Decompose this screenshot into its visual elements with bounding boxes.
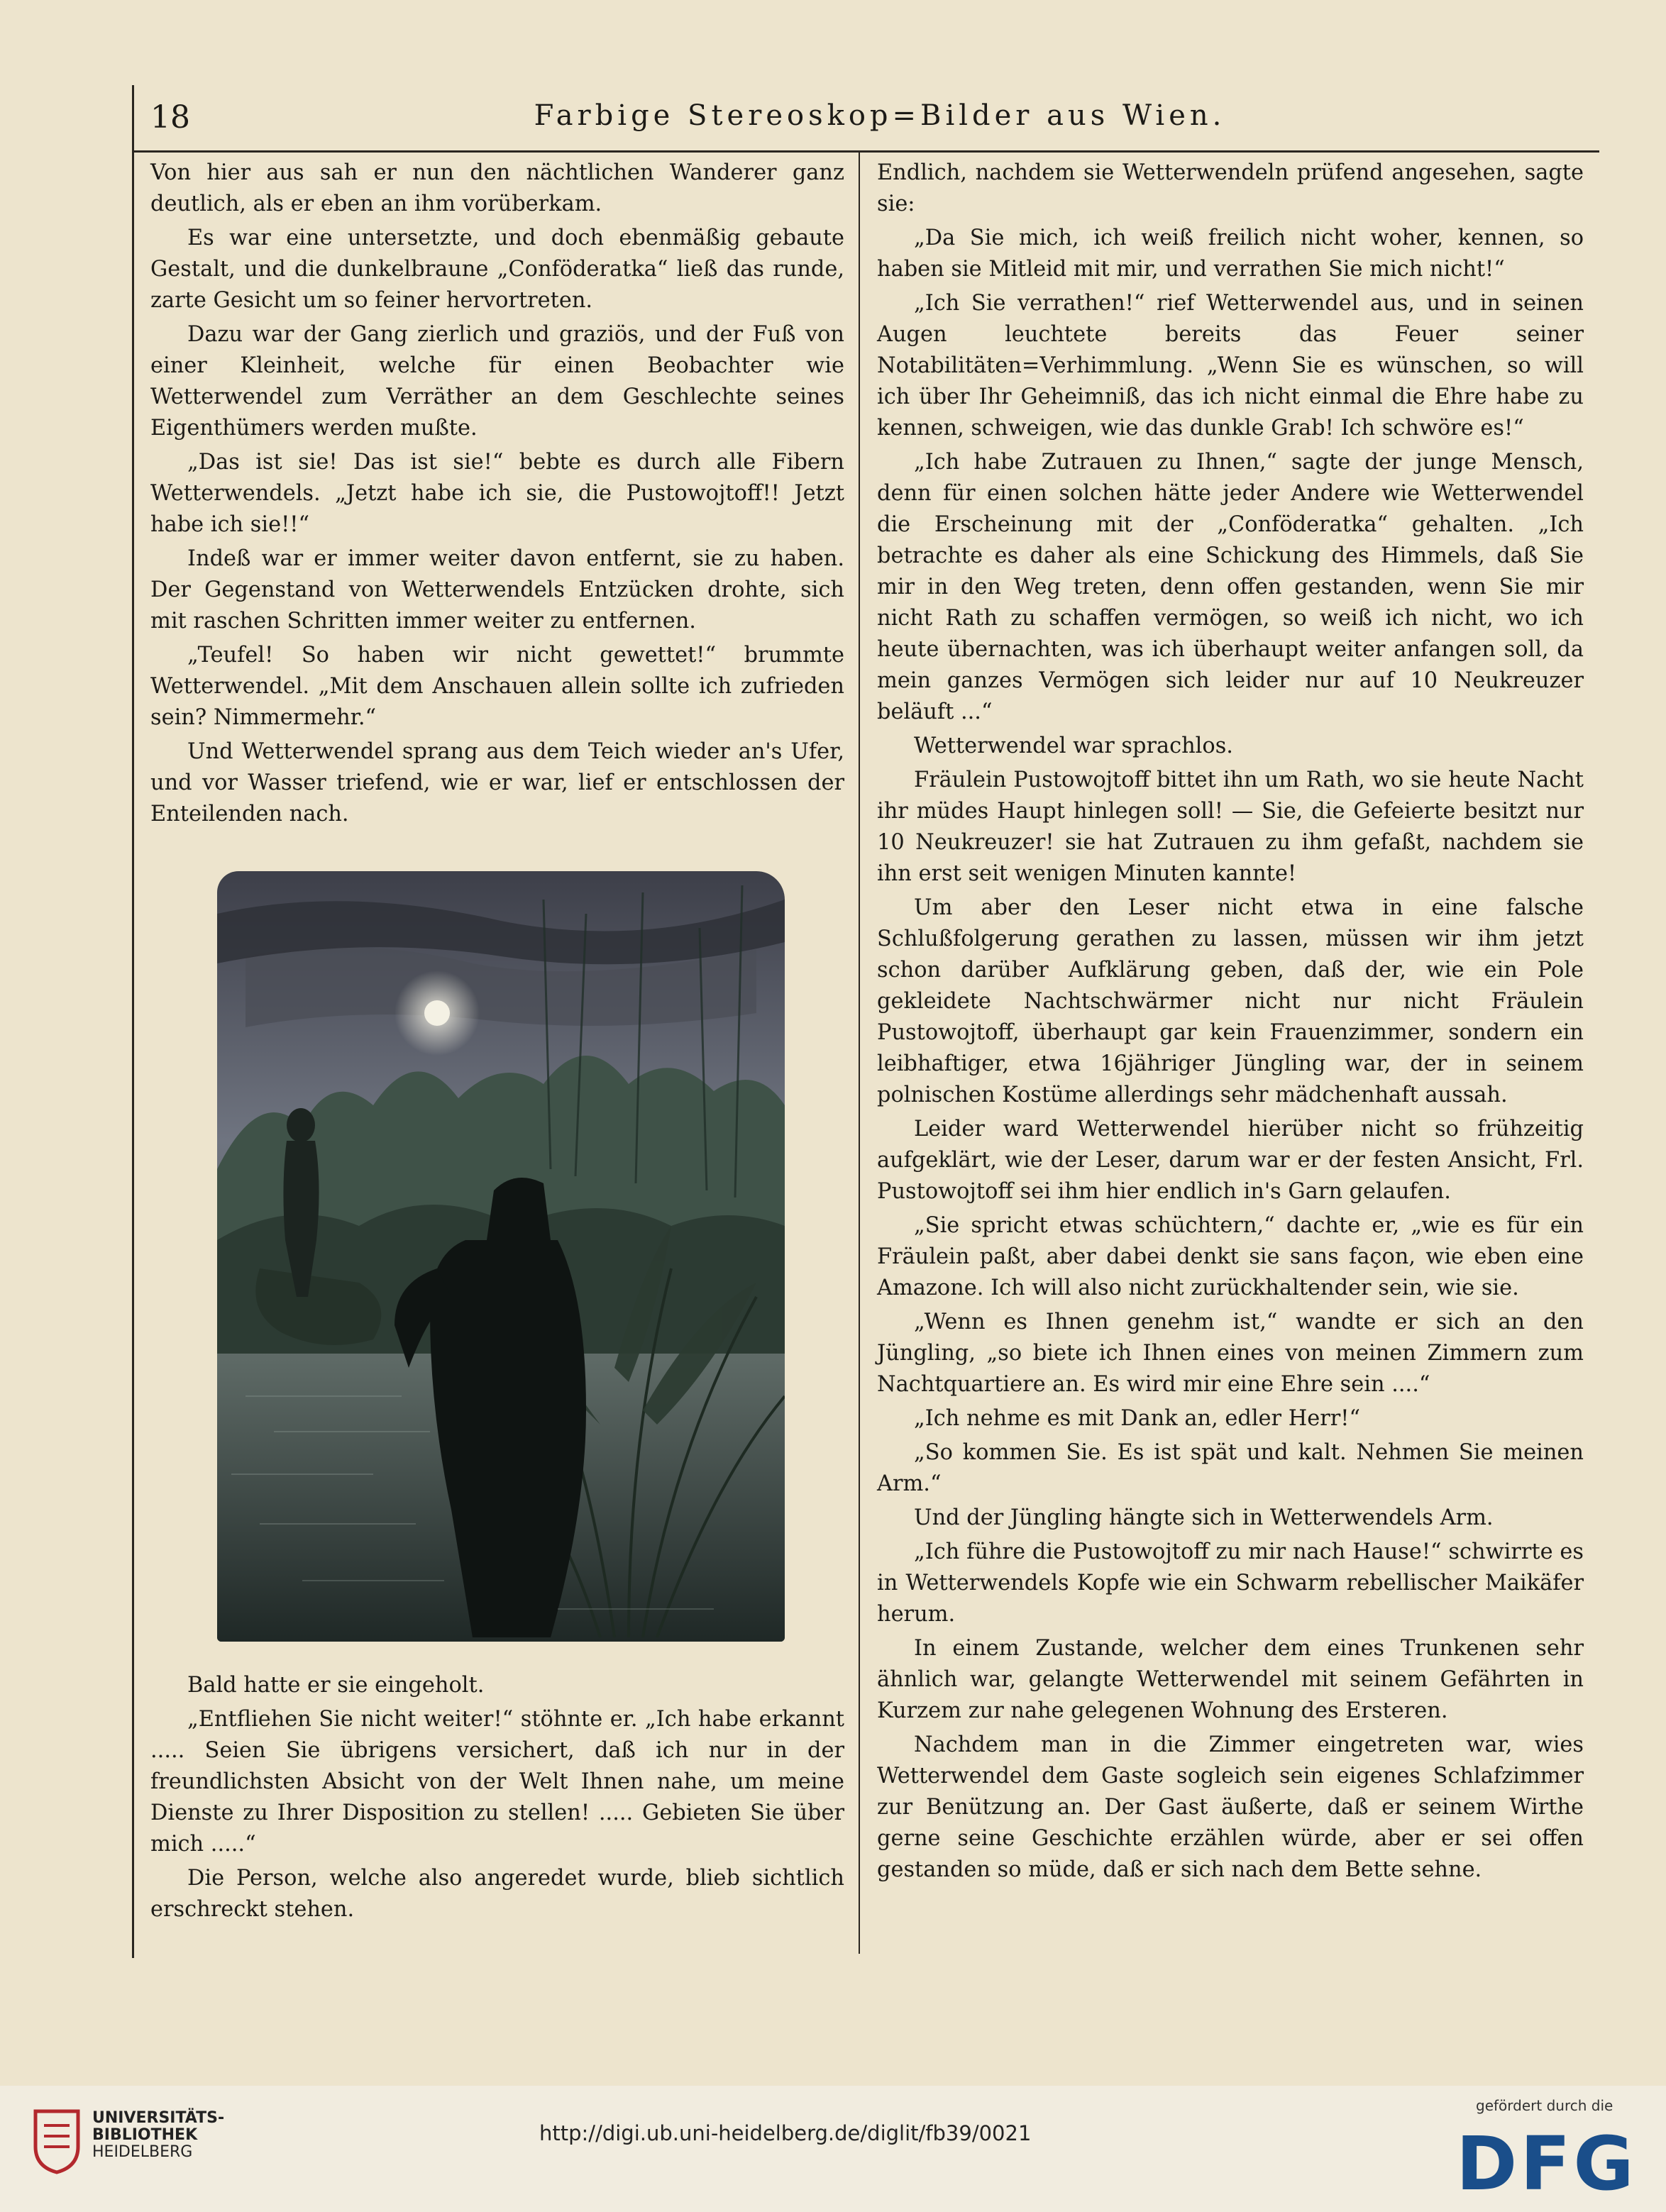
paragraph: Dazu war der Gang zierlich und graziös, und der Fuß von einer Kleinheit, welche für einen Beobachter wie Wetterwendel zum Verräther an dem Geschlechte seines Eigenthümers werden mußte.: [150, 322, 844, 441]
column-divider: [859, 152, 860, 1954]
paragraph: „Ich habe Zutrauen zu Ihnen,“ sagte der junge Mensch, denn für einen solchen hätte jeder Andere wie Wetterwendel die Erscheinung mit der „Conföderatka“ gehalten. „Ich betrachte es daher als eine Schickung des Himmels, daß Sie mir in den Weg treten, denn offen gestanden, wenn Sie mir nicht Rath zu schaffen vermögen, so weiß ich nicht, wo ich heute übernachten, was ich überhaupt weiter anfangen soll, da mein ganzes Vermögen sich leider nur auf 10 Neukreuzer beläuft ...“: [877, 450, 1584, 724]
left-column-top: [150, 157, 844, 833]
header-rule: [132, 150, 1599, 153]
paragraph: „Teufel! So haben wir nicht gewettet!“ brummte Wetterwendel. „Mit dem Anschauen allein sollte ich zufrieden sein? Nimmermehr.“: [150, 643, 844, 730]
paragraph: Und der Jüngling hängte sich in Wetterwendels Arm.: [914, 1505, 1494, 1530]
paragraph: Endlich, nachdem sie Wetterwendeln prüfend angesehen, sagte sie:: [877, 160, 1584, 216]
paragraph: Von hier aus sah er nun den nächtlichen Wanderer ganz deutlich, als er eben an ihm vorüberkam.: [150, 160, 844, 216]
paragraph: Es war eine untersetzte, und doch ebenmäßig gebaute Gestalt, und die dunkelbraune „Conföderatka“ ließ das runde, zarte Gesicht um so feiner hervortreten.: [150, 226, 844, 313]
institution-line: UNIVERSITÄTS-: [92, 2109, 225, 2127]
paragraph: „Ich führe die Pustowojtoff zu mir nach Hause!“ schwirrte es in Wetterwendels Kopfe wie ein Schwarm rebellischer Maikäfer herum.: [877, 1539, 1584, 1627]
night-pond-illustration: [217, 871, 785, 1642]
frame-rule-left: [132, 85, 134, 1958]
page-number: 18: [150, 99, 190, 136]
paragraph: Und Wetterwendel sprang aus dem Teich wieder an's Ufer, und vor Wasser triefend, wie er war, lief er entschlossen der Enteilenden nach.: [150, 739, 844, 826]
paragraph: „Das ist sie! Das ist sie!“ bebte es durch alle Fibern Wetterwendels. „Jetzt habe ich sie, die Pustowojtoff!! Jetzt habe ich sie!!“: [150, 450, 844, 537]
paragraph: „Ich nehme es mit Dank an, edler Herr!“: [914, 1406, 1361, 1431]
university-seal-icon: [28, 2104, 85, 2175]
paragraph: „So kommen Sie. Es ist spät und kalt. Nehmen Sie meinen Arm.“: [877, 1440, 1584, 1496]
paragraph: Um aber den Leser nicht etwa in eine falsche Schlußfolgerung gerathen zu lassen, müssen wir ihm jetzt schon darüber Aufklärung geben, daß der, wie ein Pole gekleidete Nachtschwärmer nicht nur nicht Fräulein Pustowojtoff, überhaupt gar kein Frauenzimmer, sondern ein leibhaftiger, etwa 16jähriger Jüngling war, der in seinem polnischen Kostüme allerdings sehr mädchenhaft aussah.: [877, 895, 1584, 1107]
institution-line: BIBLIOTHEK: [92, 2126, 198, 2144]
paragraph: „Wenn es Ihnen genehm ist,“ wandte er sich an den Jüngling, „so biete ich Ihnen eines von meinen Zimmern zum Nachtquartiere an. Es wird mir eine Ehre sein ....“: [877, 1310, 1584, 1397]
paragraph: „Da Sie mich, ich weiß freilich nicht woher, kennen, so haben sie Mitleid mit mir, und verrathen Sie mich nicht!“: [877, 226, 1584, 282]
institution-line: HEIDELBERG: [92, 2143, 193, 2161]
source-url-link[interactable]: http://digi.ub.uni-heidelberg.de/diglit/fb39/0021: [539, 2121, 1032, 2145]
paragraph: Nachdem man in die Zimmer eingetreten war, wies Wetterwendel dem Gaste sogleich sein eigenes Schlafzimmer zur Benützung an. Der Gast äußerte, daß er seinem Wirthe gerne seine Geschichte erzählen würde, aber er sei offen gestanden so müde, daß er sich nach dem Bette sehne.: [877, 1732, 1584, 1882]
paragraph: Die Person, welche also angeredet wurde, blieb sichtlich erschreckt stehen.: [150, 1866, 844, 1922]
paragraph: Leider ward Wetterwendel hierüber nicht so frühzeitig aufgeklärt, wie der Leser, darum war er der festen Ansicht, Frl. Pustowojtoff sei ihm hier endlich in's Garn gelaufen.: [877, 1117, 1584, 1204]
paragraph: „Entfliehen Sie nicht weiter!“ stöhnte er. „Ich habe erkannt ..... Seien Sie übrigens versichert, daß ich nur in der freundlichsten Absicht von der Welt Ihnen nahe, um meine Dienste zu Ihrer Disposition zu stellen! ..... Gebieten Sie über mich .....“: [150, 1707, 844, 1857]
dfg-logo-text: DFG: [1456, 2121, 1637, 2199]
paragraph: „Ich Sie verrathen!“ rief Wetterwendel aus, und in seinen Augen leuchtete bereits das Feuer seiner Notabilitäten=Verhimmlung. „Wenn Sie es wünschen, so will ich über Ihr Geheimniß, das ich nicht einmal die Ehre habe zu kennen, schweigen, wie das dunkle Grab! Ich schwöre es!“: [877, 291, 1584, 441]
paragraph: Fräulein Pustowojtoff bittet ihn um Rath, wo sie heute Nacht ihr müdes Haupt hinlegen soll! — Sie, die Gefeierte besitzt nur 10 Neukreuzer! sie hat Zutrauen zu ihm gefaßt, nachdem sie ihn erst seit wenigen Minuten kannte!: [877, 768, 1584, 886]
dfg-logo: [1449, 2121, 1648, 2199]
paragraph: Bald hatte er sie eingeholt.: [187, 1673, 485, 1698]
paragraph: In einem Zustande, welcher dem eines Trunkenen sehr ähnlich war, gelangte Wetterwendel mit seinem Gefährten in Kurzem zur nahe gelegenen Wohnung des Ersteren.: [877, 1636, 1584, 1723]
paragraph: Wetterwendel war sprachlos.: [914, 734, 1233, 758]
left-column-bottom: [150, 1670, 844, 1928]
paragraph: „Sie spricht etwas schüchtern,“ dachte er, „wie es für ein Fräulein paßt, aber dabei denkt sie sans façon, wie eben eine Amazone. Ich will also nicht zurückhaltender sein, wie sie.: [877, 1213, 1584, 1300]
funded-by-label: gefördert durch die: [1476, 2097, 1613, 2114]
running-title: Farbige Stereoskop=Bilder aus Wien.: [534, 99, 1226, 132]
right-column: [877, 157, 1584, 1889]
institution-name: [92, 2110, 224, 2161]
paragraph: Indeß war er immer weiter davon entfernt, sie zu haben. Der Gegenstand von Wetterwendels Entzücken drohte, sich mit raschen Schritten immer weiter zu entfernen.: [150, 546, 844, 634]
